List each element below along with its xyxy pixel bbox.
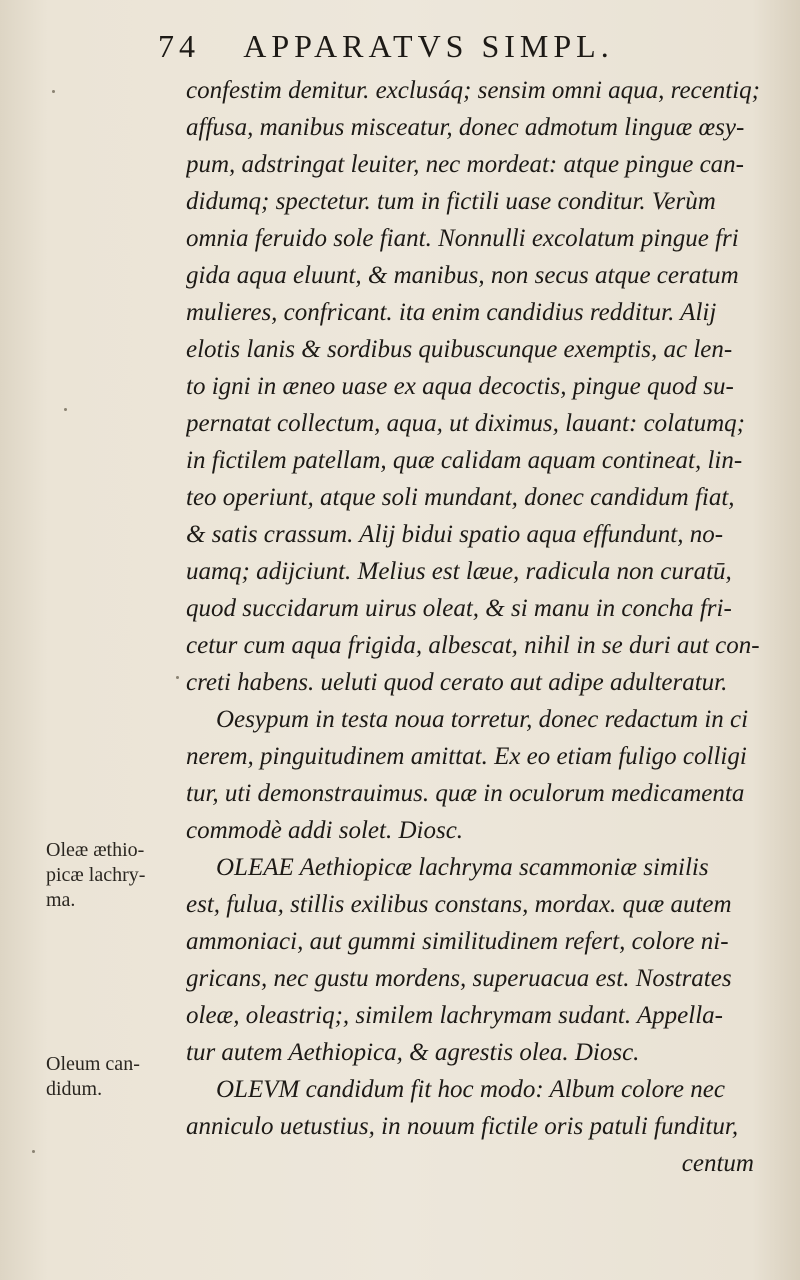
- text-line: creti habens. ueluti quod cerato aut adipe adulteratur.: [186, 669, 728, 696]
- main-text-block: [186, 72, 784, 1182]
- text-line: affusa, manibus misceatur, donec admotum linguæ œsy-: [186, 114, 745, 141]
- text-line: gida aqua eluunt, & manibus, non secus atque ceratum: [186, 262, 739, 289]
- margin-note-line: Oleum can-: [46, 1053, 140, 1075]
- text-line: mulieres, confricant. ita enim candidius redditur. Alij: [186, 299, 717, 326]
- paper-speck: [176, 676, 179, 679]
- text-line: quod succidarum uirus oleat, & si manu in concha fri-: [186, 595, 732, 622]
- text-line: OLEVM candidum fit hoc modo: Album colore nec: [216, 1076, 725, 1103]
- margin-note-line: picæ lachry-: [46, 864, 146, 886]
- text-line: & satis crassum. Alij bidui spatio aqua effundunt, no-: [186, 521, 724, 548]
- margin-note-olea-aethiopica: [46, 838, 180, 913]
- text-line: in fictilem patellam, quæ calidam aquam contineat, lin-: [186, 447, 743, 474]
- text-line: tur, uti demonstrauimus. quæ in oculorum medicamenta: [186, 780, 745, 807]
- margin-note-line: ma.: [46, 889, 76, 911]
- text-line: Oesypum in testa noua torretur, donec redactum in ci: [216, 706, 749, 733]
- text-line: uamq; adijciunt. Melius est læue, radicula non curatū,: [186, 558, 732, 585]
- margin-note-oleum-candidum: [46, 1052, 180, 1102]
- text-line: omnia feruido sole fiant. Nonnulli excolatum pingue fri: [186, 225, 739, 252]
- text-line: pum, adstringat leuiter, nec mordeat: atque pingue can-: [186, 151, 745, 178]
- text-line: cetur cum aqua frigida, albescat, nihil in se duri aut con-: [186, 632, 760, 659]
- text-line: didumq; spectetur. tum in fictili uase conditur. Verùm: [186, 188, 716, 215]
- paper-speck: [32, 1150, 35, 1153]
- text-line: tur autem Aethiopica, & agrestis olea. Diosc.: [186, 1039, 640, 1066]
- page-header: [158, 28, 718, 72]
- text-line: pernatat collectum, aqua, ut diximus, lauant: colatumq;: [186, 410, 745, 437]
- text-line: confestim demitur. exclusáq; sensim omni aqua, recentiq;: [186, 77, 760, 104]
- text-line: teo operiunt, atque soli mundant, donec candidum fiat,: [186, 484, 735, 511]
- catchword: centum: [681, 1150, 754, 1177]
- paper-speck: [52, 90, 55, 93]
- text-line: oleæ, oleastriq;, similem lachrymam sudant. Appella-: [186, 1002, 723, 1029]
- margin-note-line: didum.: [46, 1078, 103, 1100]
- paper-speck: [64, 408, 67, 411]
- text-line: ammoniaci, aut gummi similitudinem refert, colore ni-: [186, 928, 729, 955]
- text-line: est, fulua, stillis exilibus constans, mordax. quæ autem: [186, 891, 732, 918]
- text-line: commodè addi solet. Diosc.: [186, 817, 464, 844]
- text-line: anniculo uetustius, in nouum fictile oris patuli funditur,: [186, 1113, 739, 1140]
- text-line: nerem, pinguitudinem amittat. Ex eo etiam fuligo colligi: [186, 743, 747, 770]
- text-line: to igni in æneo uase ex aqua decoctis, pingue quod su-: [186, 373, 734, 400]
- page-number: 74: [158, 28, 200, 64]
- margin-note-line: Oleæ æthio-: [46, 839, 145, 861]
- running-title: APPARATVS SIMPL.: [243, 28, 614, 64]
- text-line: OLEAE Aethiopicæ lachryma scammoniæ similis: [216, 854, 709, 881]
- text-line: elotis lanis & sordibus quibuscunque exemptis, ac len-: [186, 336, 733, 363]
- text-line: gricans, nec gustu mordens, superuacua est. Nostrates: [186, 965, 732, 992]
